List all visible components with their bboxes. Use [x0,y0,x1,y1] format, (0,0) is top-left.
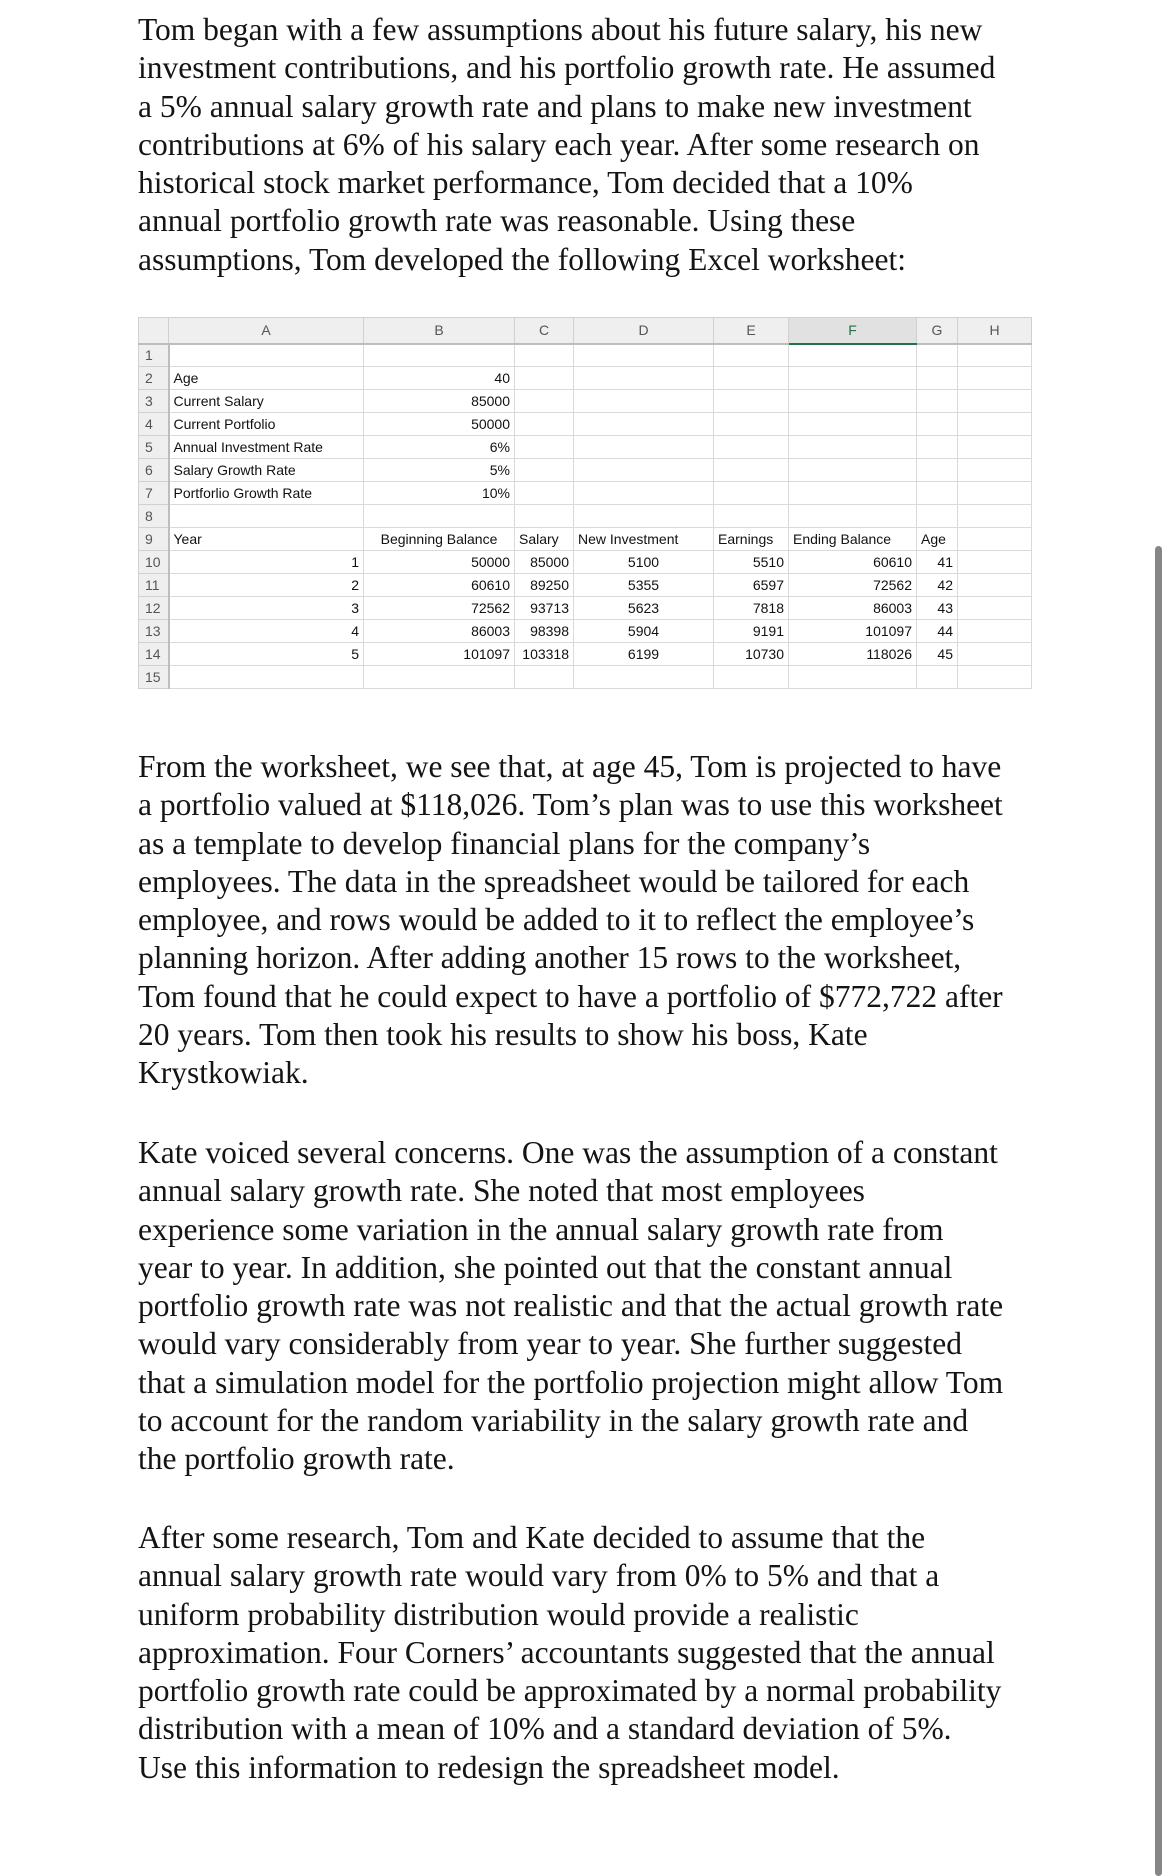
cell-g6[interactable] [917,459,958,482]
sheet-row [139,551,1032,574]
cell-d13[interactable]: 5904 [574,620,714,643]
sheet-row [139,620,1032,643]
text-line: to account for the random variability in the salary growth rate and [138,1403,969,1439]
cell-f11[interactable]: 72562 [789,574,917,597]
cell-c6[interactable] [515,459,574,482]
row-header[interactable]: 13 [139,620,169,643]
cell-f1[interactable] [789,344,917,367]
text-line: annual salary growth rate. She noted that most employees [138,1173,865,1209]
text-line: employee, and rows would be added to it to reflect the employee’s [138,902,975,938]
text-line: Krystkowiak. [138,1055,309,1091]
cell-d4[interactable] [574,413,714,436]
excel-worksheet [138,317,1032,689]
cell-c11[interactable]: 89250 [515,574,574,597]
cell-a11[interactable]: 2 [169,574,364,597]
cell-h6[interactable] [958,459,1032,482]
row-header[interactable]: 14 [139,643,169,666]
cell-e7[interactable] [714,482,789,505]
cell-e10[interactable]: 5510 [714,551,789,574]
cell-d15[interactable] [574,666,714,689]
cell-d3[interactable] [574,390,714,413]
cell-g1[interactable] [917,344,958,367]
text-line: Kate voiced several concerns. One was the assumption of a constant [138,1135,998,1170]
cell-h5[interactable] [958,436,1032,459]
cell-h14[interactable] [958,643,1032,666]
cell-c4[interactable] [515,413,574,436]
cell-d12[interactable]: 5623 [574,597,714,620]
cell-c13[interactable]: 98398 [515,620,574,643]
cell-a1[interactable] [169,344,364,367]
cell-g7[interactable] [917,482,958,505]
cell-e2[interactable] [714,367,789,390]
text-line: the portfolio growth rate. [138,1441,455,1477]
cell-a10[interactable]: 1 [169,551,364,574]
column-header-d[interactable]: D [574,318,714,344]
cell-f8[interactable] [789,505,917,528]
cell-f5[interactable] [789,436,917,459]
select-all-corner[interactable] [139,318,169,344]
cell-c15[interactable] [515,666,574,689]
sheet-row [139,436,1032,459]
cell-d10[interactable]: 5100 [574,551,714,574]
text-line: annual salary growth rate would vary from 0% to 5% and that a [138,1558,940,1594]
intro-paragraph [138,11,1048,279]
cell-a4[interactable]: Current Portfolio [169,413,364,436]
cell-f3[interactable] [789,390,917,413]
cell-h3[interactable] [958,390,1032,413]
cell-f13[interactable]: 101097 [789,620,917,643]
cell-g11[interactable]: 42 [917,574,958,597]
cell-g8[interactable] [917,505,958,528]
sheet-row [139,505,1032,528]
cell-a3[interactable]: Current Salary [169,390,364,413]
row-header[interactable]: 5 [139,436,169,459]
cell-b3[interactable]: 85000 [364,390,515,413]
text-line: 20 years. Tom then took his results to show his boss, Kate [138,1017,868,1053]
sheet-row [139,390,1032,413]
sheet-row [139,413,1032,436]
cell-d5[interactable] [574,436,714,459]
column-header-c[interactable]: C [515,318,574,344]
cell-e14[interactable]: 10730 [714,643,789,666]
cell-a15[interactable] [169,666,364,689]
cell-a8[interactable] [169,505,364,528]
cell-a12[interactable]: 3 [169,597,364,620]
concerns-paragraph [138,1134,1048,1479]
cell-h13[interactable] [958,620,1032,643]
cell-f10[interactable]: 60610 [789,551,917,574]
cell-e13[interactable]: 9191 [714,620,789,643]
row-header[interactable]: 11 [139,574,169,597]
cell-g2[interactable] [917,367,958,390]
cell-e9[interactable]: Earnings [714,528,789,551]
row-header[interactable]: 4 [139,413,169,436]
cell-f15[interactable] [789,666,917,689]
text-line: investment contributions, and his portfolio growth rate. He assumed [138,50,996,86]
cell-b9[interactable]: Beginning Balance [364,528,515,551]
cell-h1[interactable] [958,344,1032,367]
text-line: year to year. In addition, she pointed out that the constant annual [138,1249,953,1285]
redesign-paragraph [138,1519,1048,1787]
text-line: portfolio growth rate could be approximated by a normal probability [138,1673,1002,1709]
cell-b6[interactable]: 5% [364,459,515,482]
row-header[interactable]: 8 [139,505,169,528]
cell-c10[interactable]: 85000 [515,551,574,574]
row-header[interactable]: 3 [139,390,169,413]
text-line: contributions at 6% of his salary each year. After some research on [138,126,980,162]
cell-a6[interactable]: Salary Growth Rate [169,459,364,482]
column-header-h[interactable]: H [958,318,1032,344]
row-header[interactable]: 12 [139,597,169,620]
cell-a5[interactable]: Annual Investment Rate [169,436,364,459]
sheet-row [139,344,1032,367]
cell-a13[interactable]: 4 [169,620,364,643]
text-line: uniform probability distribution would provide a realistic [138,1596,859,1632]
text-line: annual portfolio growth rate was reasonable. Using these [138,203,856,239]
row-header[interactable]: 1 [139,344,169,367]
column-header-f[interactable]: F [789,318,917,344]
text-line: Use this information to redesign the spreadsheet model. [138,1749,840,1785]
text-line: After some research, Tom and Kate decided to assume that the [138,1520,926,1555]
cell-h7[interactable] [958,482,1032,505]
cell-b1[interactable] [364,344,515,367]
cell-f2[interactable] [789,367,917,390]
sheet-row [139,367,1032,390]
text-line: planning horizon. After adding another 15 rows to the worksheet, [138,940,962,976]
cell-h2[interactable] [958,367,1032,390]
column-header-g[interactable]: G [917,318,958,344]
cell-b7[interactable]: 10% [364,482,515,505]
sheet-row [139,666,1032,689]
cell-e8[interactable] [714,505,789,528]
cell-a7[interactable]: Portforlio Growth Rate [169,482,364,505]
text-line: a 5% annual salary growth rate and plans to make new investment [138,88,972,124]
cell-h11[interactable] [958,574,1032,597]
cell-g15[interactable] [917,666,958,689]
cell-d11[interactable]: 5355 [574,574,714,597]
row-header[interactable]: 2 [139,367,169,390]
cell-c1[interactable] [515,344,574,367]
sheet-row [139,459,1032,482]
text-line: a portfolio valued at $118,026. Tom’s plan was to use this worksheet [138,787,1003,823]
cell-d8[interactable] [574,505,714,528]
cell-g4[interactable] [917,413,958,436]
cell-g13[interactable]: 44 [917,620,958,643]
cell-f4[interactable] [789,413,917,436]
cell-c5[interactable] [515,436,574,459]
text-line: From the worksheet, we see that, at age 45, Tom is projected to have [138,749,1002,784]
cell-c2[interactable] [515,367,574,390]
column-header-b[interactable]: B [364,318,515,344]
cell-a9[interactable]: Year [169,528,364,551]
text-line: historical stock market performance, Tom decided that a 10% [138,165,913,201]
cell-e6[interactable] [714,459,789,482]
results-paragraph [138,748,1048,1093]
sheet-row [139,482,1032,505]
row-header[interactable]: 15 [139,666,169,689]
cell-h10[interactable] [958,551,1032,574]
cell-f7[interactable] [789,482,917,505]
cell-g10[interactable]: 41 [917,551,958,574]
row-header[interactable]: 7 [139,482,169,505]
text-line: would vary considerably from year to year. She further suggested [138,1326,962,1362]
cell-b13[interactable]: 86003 [364,620,515,643]
column-header-e[interactable]: E [714,318,789,344]
text-line: distribution with a mean of 10% and a standard deviation of 5%. [138,1711,952,1747]
cell-c3[interactable] [515,390,574,413]
cell-a2[interactable]: Age [169,367,364,390]
cell-g12[interactable]: 43 [917,597,958,620]
cell-h15[interactable] [958,666,1032,689]
cell-c12[interactable]: 93713 [515,597,574,620]
cell-c8[interactable] [515,505,574,528]
row-header[interactable]: 6 [139,459,169,482]
cell-h4[interactable] [958,413,1032,436]
sheet-row [139,643,1032,666]
sheet-row [139,528,1032,551]
cell-b10[interactable]: 50000 [364,551,515,574]
row-header[interactable]: 9 [139,528,169,551]
cell-g5[interactable] [917,436,958,459]
cell-h9[interactable] [958,528,1032,551]
cell-b11[interactable]: 60610 [364,574,515,597]
cell-b15[interactable] [364,666,515,689]
vertical-scrollbar[interactable] [1155,546,1162,1876]
cell-b4[interactable]: 50000 [364,413,515,436]
sheet-row [139,597,1032,620]
text-line: that a simulation model for the portfolio projection might allow Tom [138,1364,1004,1400]
cell-d1[interactable] [574,344,714,367]
cell-a14[interactable]: 5 [169,643,364,666]
cell-b5[interactable]: 6% [364,436,515,459]
cell-b14[interactable]: 101097 [364,643,515,666]
cell-b12[interactable]: 72562 [364,597,515,620]
cell-h8[interactable] [958,505,1032,528]
cell-c14[interactable]: 103318 [515,643,574,666]
cell-e11[interactable]: 6597 [714,574,789,597]
text-line: Tom began with a few assumptions about his future salary, his new [138,12,983,47]
text-line: portfolio growth rate was not realistic and that the actual growth rate [138,1288,1004,1324]
cell-f14[interactable]: 118026 [789,643,917,666]
cell-e5[interactable] [714,436,789,459]
cell-d14[interactable]: 6199 [574,643,714,666]
text-line: employees. The data in the spreadsheet would be tailored for each [138,863,970,899]
cell-e3[interactable] [714,390,789,413]
cell-b8[interactable] [364,505,515,528]
cell-e4[interactable] [714,413,789,436]
text-line: assumptions, Tom developed the following Excel worksheet: [138,241,906,277]
cell-g14[interactable]: 45 [917,643,958,666]
cell-g9[interactable]: Age [917,528,958,551]
cell-c7[interactable] [515,482,574,505]
cell-e15[interactable] [714,666,789,689]
cell-f9[interactable]: Ending Balance [789,528,917,551]
cell-c9[interactable]: Salary [515,528,574,551]
cell-e1[interactable] [714,344,789,367]
cell-d9[interactable]: New Investment [574,528,714,551]
cell-g3[interactable] [917,390,958,413]
sheet-row [139,574,1032,597]
text-line: approximation. Four Corners’ accountants suggested that the annual [138,1634,995,1670]
cell-b2[interactable]: 40 [364,367,515,390]
cell-e12[interactable]: 7818 [714,597,789,620]
cell-f12[interactable]: 86003 [789,597,917,620]
text-line: as a template to develop financial plans for the company’s [138,825,871,861]
cell-d2[interactable] [574,367,714,390]
cell-d7[interactable] [574,482,714,505]
cell-d6[interactable] [574,459,714,482]
cell-f6[interactable] [789,459,917,482]
cell-h12[interactable] [958,597,1032,620]
text-line: Tom found that he could expect to have a portfolio of $772,722 after [138,978,1003,1014]
text-line: experience some variation in the annual salary growth rate from [138,1211,944,1247]
column-header-a[interactable]: A [169,318,364,344]
row-header[interactable]: 10 [139,551,169,574]
